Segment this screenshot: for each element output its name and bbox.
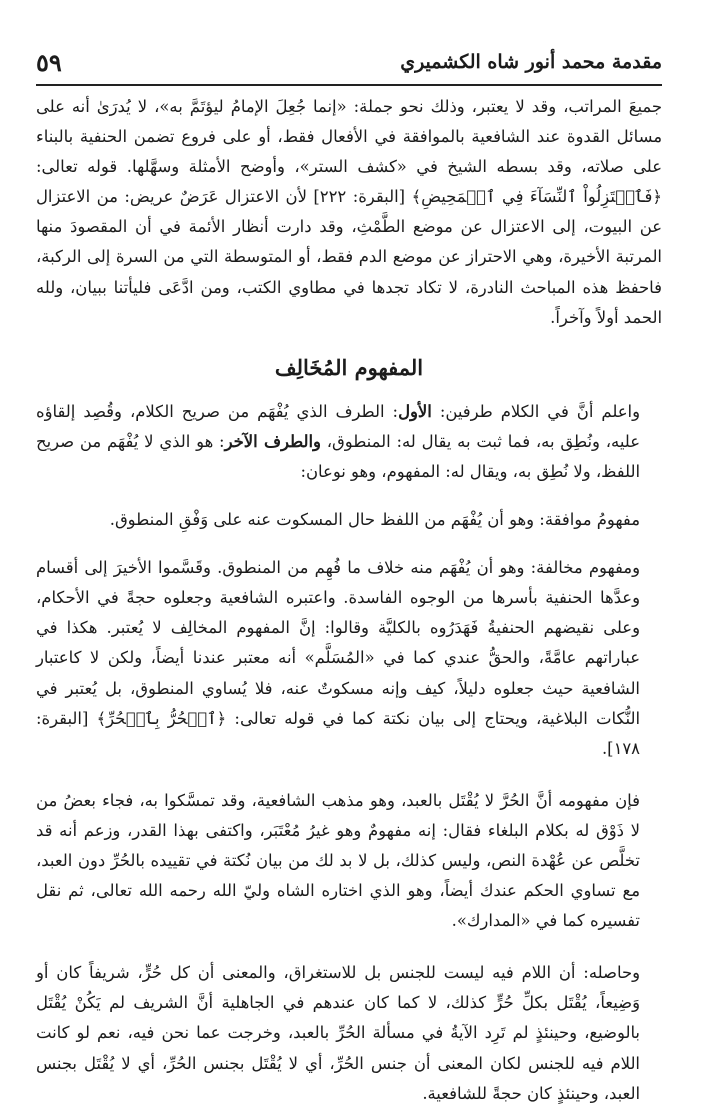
running-title: مقدمة محمد أنور شاه الكشميري [400, 51, 662, 73]
paragraph-two-sides-start: واعلم أنَّ في الكلام طرفين: [431, 401, 640, 421]
paragraph-agreement-concept: مفهومُ موافقة: وهو أن يُفْهَم من اللفظ حال المسكوت عنه على وَفْقِ المنطوق. [109, 510, 640, 530]
section-heading: المفهوم المُخَالِف [274, 354, 424, 380]
paragraph-two-sides [36, 397, 662, 487]
paragraph-summary: وحاصله: أن اللام فيه ليست للجنس بل للاستغراق، والمعنى أن كل حُرٍّ، شريفاً كان أو وَضِيعاً، يُقْتَل بكلِّ حُرٍّ كذلك، لا كما كان عندهم في الجاهلية أنَّ الشريف لم يَكُنْ يُقْتَل بالوضيع، وحينئذٍ لم تَرِد الآيةُ في مسألة الحُرِّ بالعبد، وخرجت عما نحن فيه، نعم لو كانت اللام فيه للجنس لكان المعنى أن جنس الحُرِّ، أي لا يُقْتَل بجنس الحُرِّ، أي لا يُقْتَل بجنس العبد، وحينئذٍ كان حجةً للشافعية. [36, 963, 640, 1103]
paragraph-contrary-concept: ومفهوم مخالفة: وهو أن يُفْهَم منه خلاف ما فُهِم من المنطوق. وقَسَّموا الأخيرَ إلى أقسام وعدَّها الحنفية بأسرها من الوجوه الفاسدة. واعتبره الشافعية وجعلوه حجةً في الأحكام، وعلى نقيضهم الحنفيةُ فَهَدَرُوه بالكليَّة وقالوا: إنَّ المفهوم المخالِف لا يُعتبر. هكذا في عباراتهم عامَّةً، والحقُّ عندي كما في «المُسَلَّم» أنه معتبر عندنا أيضاً، ولكن لا كاعتبار الشافعية حيث جعلوه دليلاً، كيف وإنه مسكوتٌ عنه، فلا يُساوي المنطوق، بل يُعتبر في النُّكات البلاغية، ويحتاج إلى بيان نكتة كما في قوله تعالى: ﴿ٱلۡحُرُّ بِٱلۡحُرِّ﴾ [البقرة: ١٧٨]. [36, 558, 640, 758]
paragraph-two-sides-mid: : الطرف الذي يُفْهَم من صريح الكلام، وقُصِد إلقاؤه عليه، ونُطِق به، فما ثبت به يقال له: المنطوق، [36, 401, 640, 451]
page-body [36, 92, 662, 1109]
paragraph-two-sides-end: : هو الذي لا يُفْهَم من صريح اللفظ، ولا نُطِق به، ويقال له: المفهوم، وهو نوعان: [36, 431, 640, 481]
page-header [36, 40, 662, 86]
term-first: الأول [398, 401, 432, 421]
paragraph-free-man-discussion: فإن مفهومه أنَّ الحُرَّ لا يُقْتَل بالعبد، وهو مذهب الشافعية، وقد تمسَّكوا به، فجاء بعضُ من لا ذَوْق له بكلام البلغاء فقال: إنه مفهومٌ وهو غيرُ مُعْتَبَر، واكتفى بهذا القدر، وزعم أنه قد تخلَّص عن عُهْدة النص، وليس كذلك، بل لا بد لك من بيان نُكتة في تقييده بالحُرِّ دون العبد، مع تساوي الحكم عندك أيضاً، وهو الذي اختاره الشاه وليّ الله رحمه الله تعالى، ثم نقل تفسيره كما في «المدارك». [36, 790, 640, 931]
term-other-side: والطرف الآخر [224, 431, 321, 451]
page-number: ٥٩ [36, 47, 62, 77]
paragraph-intro: جميعَ المراتب، وقد لا يعتبر، وذلك نحو جملة: «إنما جُعِلَ الإمامُ ليؤتَمَّ به»، لا يُدرَىٰ أنه على مسائل القدوة عند الشافعية بالموافقة في الأفعال فقط، أو على فروع تضمن الحنفية بالبناء على صلاته، وقد بسطه الشيخ في «كشف الستر»، وأوضح الأمثلة وسهَّلها. قوله تعالى: ﴿فَٱعۡتَزِلُواْ ٱلنِّسَآءَ فِي ٱلۡمَحِيضِ﴾ [البقرة: ٢٢٢] لأن الاعتزال عَرَضٌ عريض: من الاعتزال عن البيوت، إلى الاعتزال عن موضع الطَّمْثِ، وقد دارت أنظار الأئمة في أن المقصودَ منها المرتبة الأخيرة، وهي الاحتراز عن موضع الدم فقط، أو المتوسطة التي من السرة إلى الركبة، فاحفظ هذه المباحث النادرة، لا تكاد تجدها في مطاوي الكتب، ومن ادَّعَى فليأتنا ببيان، ولله الحمد أولاً وآخراً. [36, 97, 662, 327]
